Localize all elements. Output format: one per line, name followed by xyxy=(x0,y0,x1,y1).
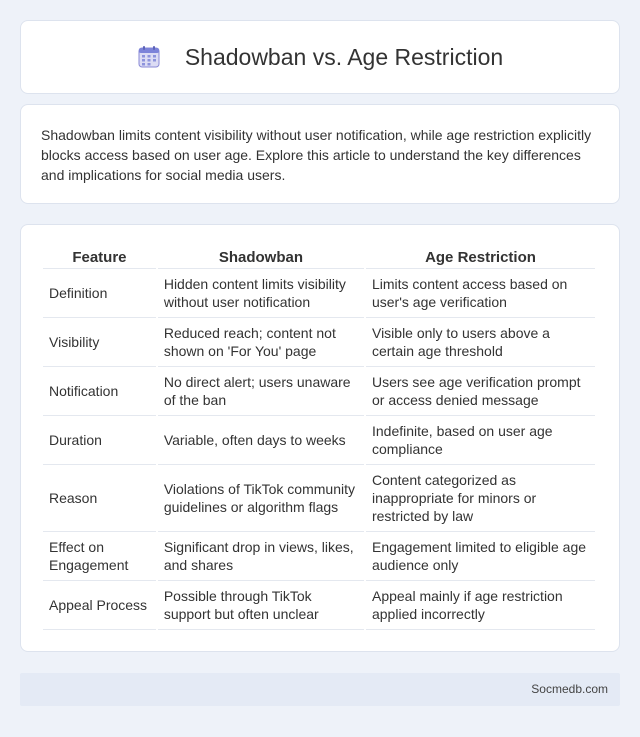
shadowban-cell: Possible through TikTok support but often unclear xyxy=(158,581,364,630)
age-restriction-cell: Engagement limited to eligible age audience only xyxy=(366,532,595,581)
shadowban-cell: Significant drop in views, likes, and shares xyxy=(158,532,364,581)
feature-cell: Reason xyxy=(43,465,156,532)
feature-cell: Appeal Process xyxy=(43,581,156,630)
age-restriction-cell: Appeal mainly if age restriction applied incorrectly xyxy=(366,581,595,630)
feature-cell: Effect on Engagement xyxy=(43,532,156,581)
calendar-icon xyxy=(137,45,161,69)
age-restriction-cell: Content categorized as inappropriate for minors or restricted by law xyxy=(366,465,595,532)
intro-card xyxy=(20,104,620,204)
header-feature: Feature xyxy=(43,245,156,269)
footer xyxy=(20,673,620,706)
comparison-card xyxy=(20,224,620,652)
age-restriction-cell: Limits content access based on user's age verification xyxy=(366,269,595,318)
age-restriction-cell: Visible only to users above a certain age threshold xyxy=(366,318,595,367)
shadowban-cell: Reduced reach; content not shown on 'For You' page xyxy=(158,318,364,367)
title-card xyxy=(20,20,620,94)
feature-cell: Definition xyxy=(43,269,156,318)
feature-cell: Duration xyxy=(43,416,156,465)
table-row xyxy=(43,367,595,416)
footer-site-link[interactable]: Socmedb.com xyxy=(531,682,608,696)
shadowban-cell: No direct alert; users unaware of the ban xyxy=(158,367,364,416)
intro-text: Shadowban limits content visibility without user notification, while age restriction explicitly blocks access based on user age. Explore this article to understand the key differences and implications for social media users. xyxy=(41,127,592,183)
age-restriction-cell: Users see age verification prompt or access denied message xyxy=(366,367,595,416)
comparison-table xyxy=(41,245,597,630)
table-row xyxy=(43,581,595,630)
table-row xyxy=(43,532,595,581)
shadowban-cell: Variable, often days to weeks xyxy=(158,416,364,465)
header-shadowban: Shadowban xyxy=(158,245,364,269)
age-restriction-cell: Indefinite, based on user age compliance xyxy=(366,416,595,465)
feature-cell: Notification xyxy=(43,367,156,416)
page-title: Shadowban vs. Age Restriction xyxy=(184,43,504,70)
shadowban-cell: Violations of TikTok community guidelines or algorithm flags xyxy=(158,465,364,532)
table-row xyxy=(43,465,595,532)
table-row xyxy=(43,269,595,318)
feature-cell: Visibility xyxy=(43,318,156,367)
table-row xyxy=(43,416,595,465)
shadowban-cell: Hidden content limits visibility without user notification xyxy=(158,269,364,318)
header-age-restriction: Age Restriction xyxy=(366,245,595,269)
table-row xyxy=(43,318,595,367)
table-header-row xyxy=(43,245,595,269)
